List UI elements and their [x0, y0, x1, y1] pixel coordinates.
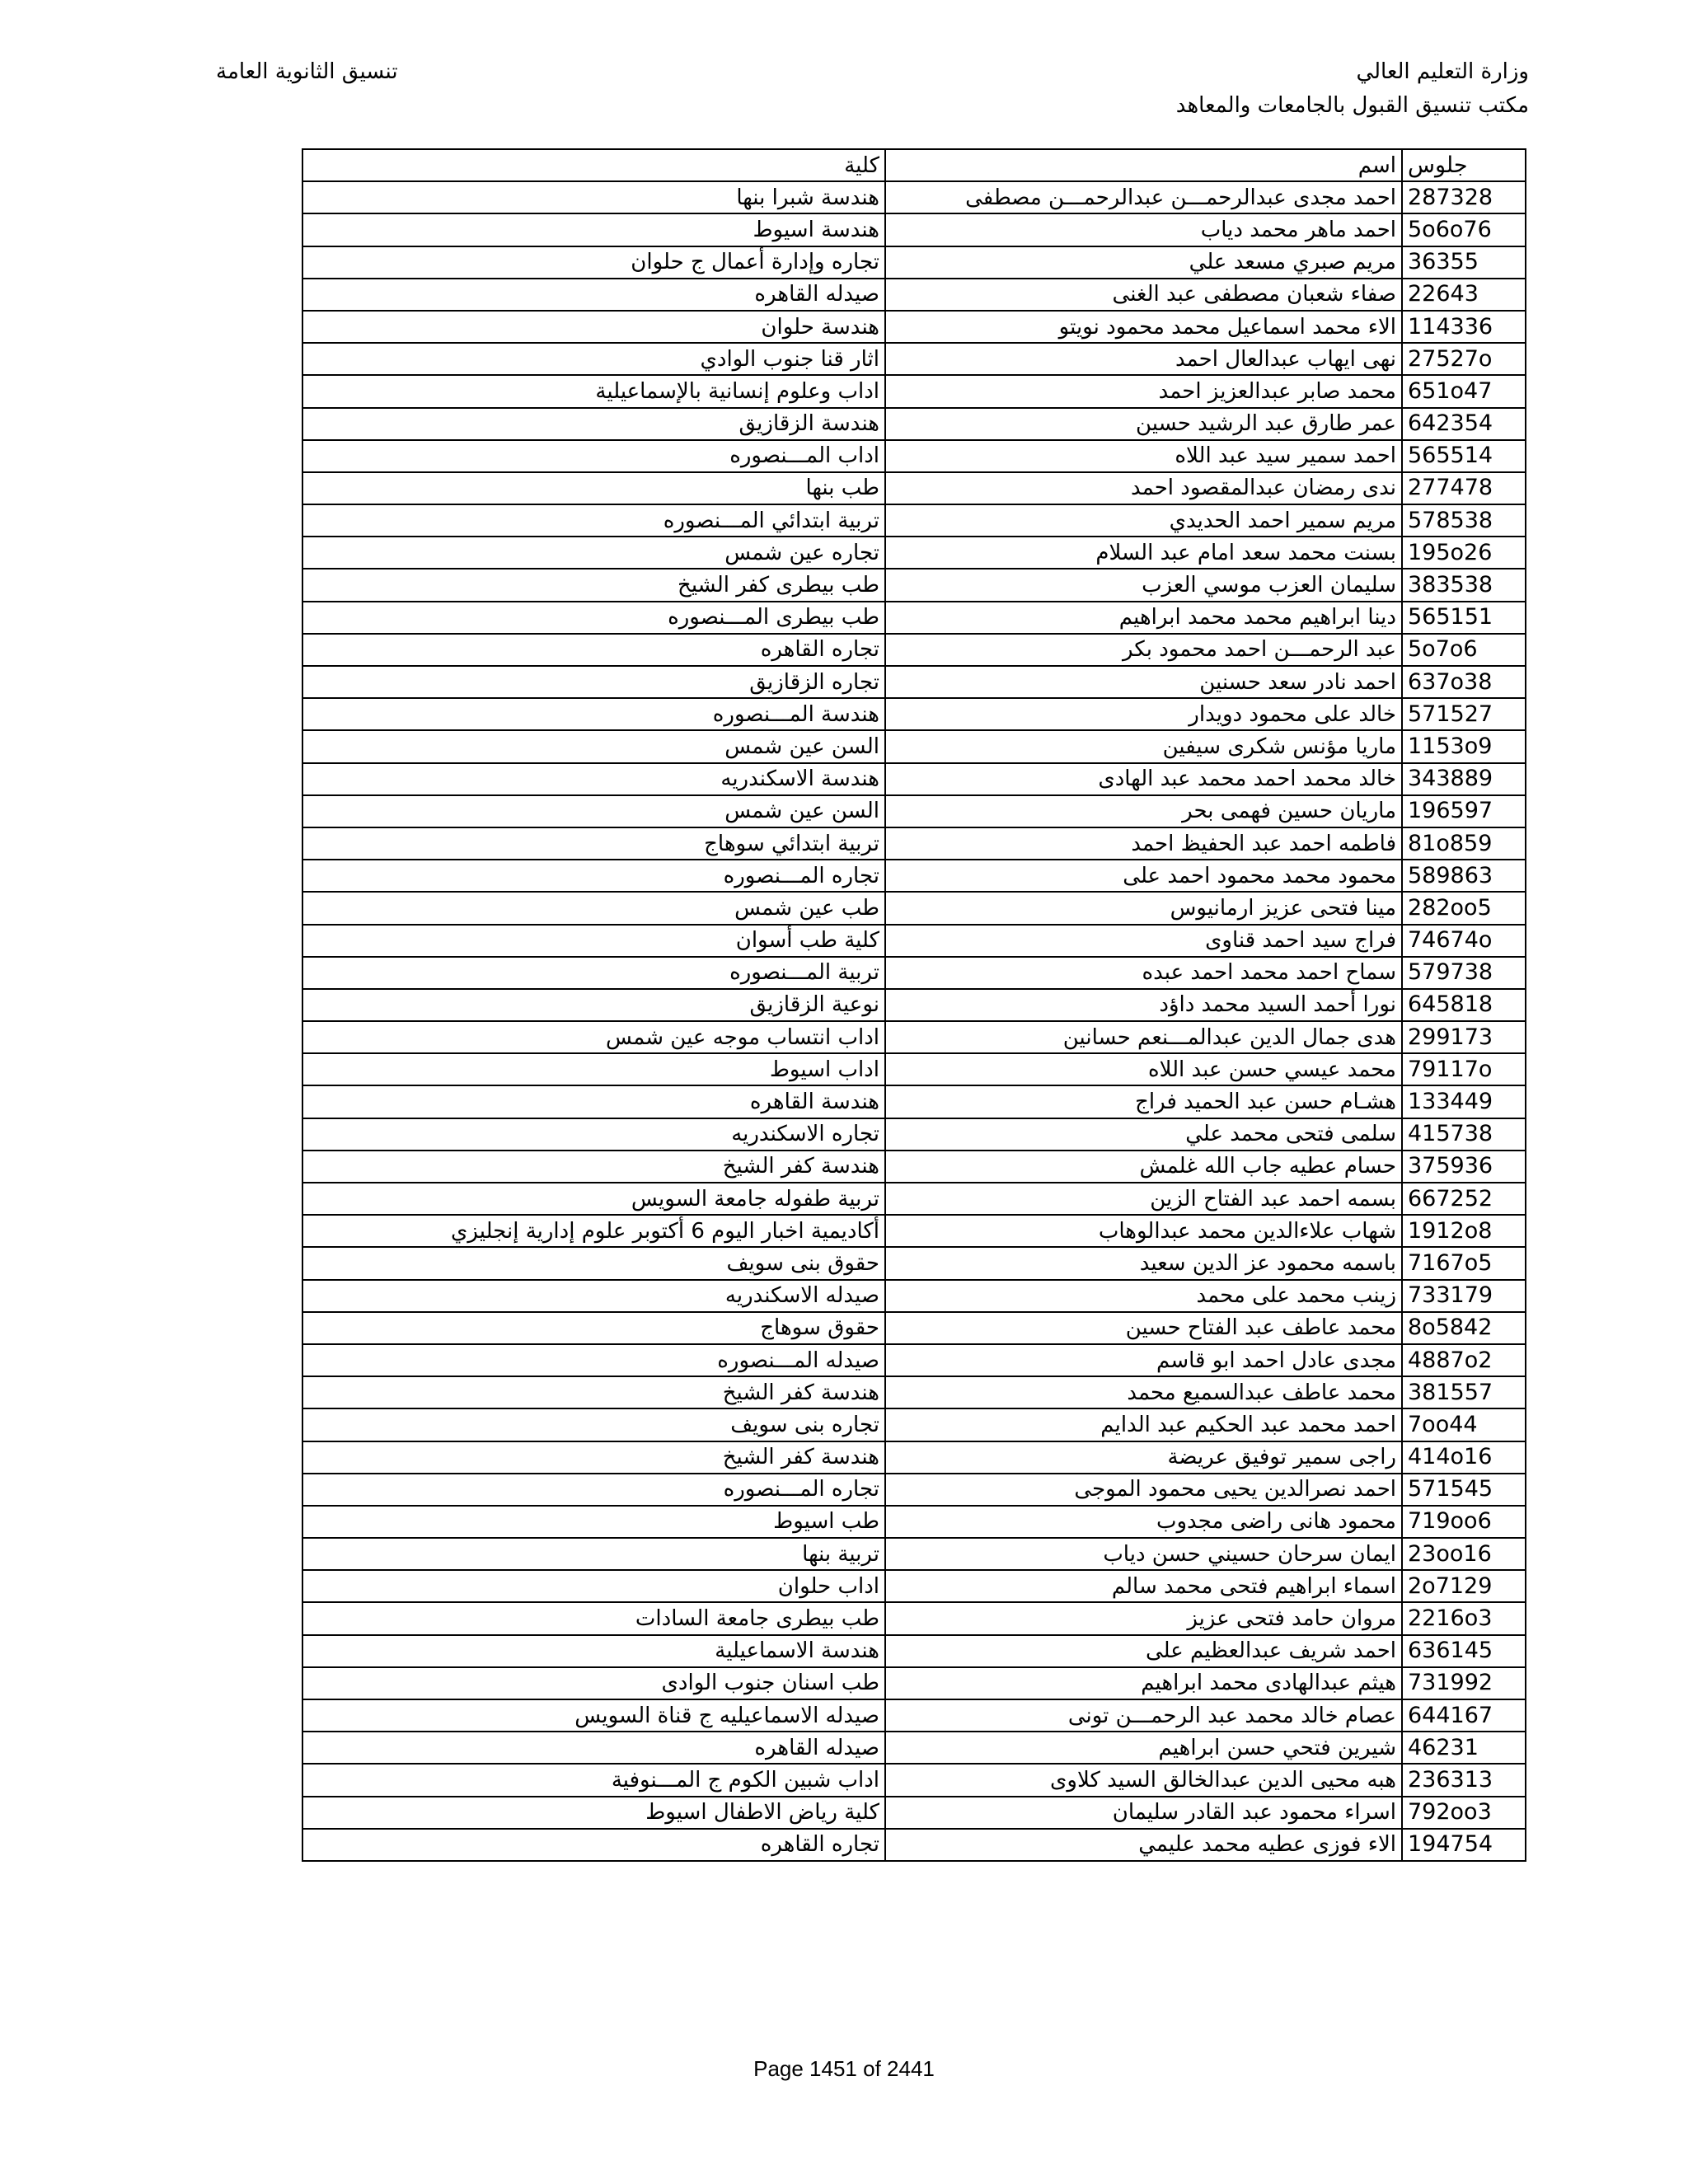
college-cell: تجاره الزقازيق: [302, 666, 885, 698]
table-row: [302, 1441, 1526, 1474]
college-cell: طب اسنان جنوب الوادى: [302, 1667, 885, 1699]
student-name-cell: باسمه محمود عز الدين سعيد: [885, 1247, 1402, 1279]
seat-number-cell: 81o859: [1402, 827, 1526, 860]
college-cell: هندسة كفر الشيخ: [302, 1441, 885, 1474]
admissions-table: [302, 148, 1526, 1862]
student-name-cell: محمد عاطف عبدالسميع محمد: [885, 1376, 1402, 1408]
seat-number-cell: 36355: [1402, 246, 1526, 279]
student-name-cell: الاء فوزى عطيه محمد عليمي: [885, 1829, 1402, 1861]
table-row: [302, 666, 1526, 698]
seat-number-cell: 381557: [1402, 1376, 1526, 1408]
seat-number-cell: 114336: [1402, 311, 1526, 343]
seat-number-cell: 7167o5: [1402, 1247, 1526, 1279]
seat-number-cell: 46231: [1402, 1732, 1526, 1764]
student-name-cell: بسنت محمد سعد امام عبد السلام: [885, 537, 1402, 569]
student-name-cell: حسام عطيه جاب الله غلمش: [885, 1151, 1402, 1183]
seat-number-cell: 299173: [1402, 1021, 1526, 1053]
college-cell: حقوق بنى سويف: [302, 1247, 885, 1279]
college-cell: تربية ابتدائي سوهاج: [302, 827, 885, 860]
college-cell: طب عين شمس: [302, 892, 885, 924]
student-name-cell: عمر طارق عبد الرشيد حسين: [885, 408, 1402, 440]
table-row: [302, 925, 1526, 957]
student-name-cell: ماريان حسين فهمى بحر: [885, 795, 1402, 827]
seat-number-cell: 642354: [1402, 408, 1526, 440]
table-row: [302, 1764, 1526, 1796]
table-row: [302, 1021, 1526, 1053]
student-name-cell: سليمان العزب موسي العزب: [885, 569, 1402, 601]
seat-number-cell: 571545: [1402, 1474, 1526, 1506]
college-cell: هندسة الزقازيق: [302, 408, 885, 440]
seat-number-cell: 1912o8: [1402, 1215, 1526, 1247]
student-name-cell: ايمان سرحان حسيني حسن دياب: [885, 1538, 1402, 1570]
college-cell: كلية طب أسوان: [302, 925, 885, 957]
college-cell: صيدله المـــنصوره: [302, 1344, 885, 1376]
seat-number-cell: 4887o2: [1402, 1344, 1526, 1376]
table-row: [302, 860, 1526, 892]
table-row: [302, 1699, 1526, 1732]
seat-number-cell: 644167: [1402, 1699, 1526, 1732]
student-name-cell: اسماء ابراهيم فتحى محمد سالم: [885, 1570, 1402, 1602]
seat-number-cell: 27527o: [1402, 343, 1526, 375]
table-row: [302, 1376, 1526, 1408]
seat-number-cell: 651o47: [1402, 375, 1526, 407]
seat-number-cell: 565151: [1402, 602, 1526, 634]
seat-number-cell: 196597: [1402, 795, 1526, 827]
seat-number-cell: 731992: [1402, 1667, 1526, 1699]
college-cell: طب بنها: [302, 472, 885, 504]
college-cell: تجاره القاهره: [302, 1829, 885, 1861]
student-name-cell: هدى جمال الدين عبدالمـــنعم حسانين: [885, 1021, 1402, 1053]
student-name-cell: هيثم عبدالهادى محمد ابراهيم: [885, 1667, 1402, 1699]
seat-number-cell: 565514: [1402, 440, 1526, 472]
student-name-cell: صفاء شعبان مصطفى عبد الغنى: [885, 279, 1402, 311]
student-name-cell: دينا ابراهيم محمد محمد ابراهيم: [885, 602, 1402, 634]
seat-number-cell: 733179: [1402, 1280, 1526, 1312]
table-row: [302, 1085, 1526, 1118]
table-row: [302, 213, 1526, 246]
student-name-cell: شيرين فتحي حسن ابراهيم: [885, 1732, 1402, 1764]
college-cell: هندسة اسيوط: [302, 213, 885, 246]
college-cell: تجاره بنى سويف: [302, 1408, 885, 1441]
table-row: [302, 1570, 1526, 1602]
college-cell: تربية ابتدائي المـــنصوره: [302, 504, 885, 537]
table-row: [302, 1635, 1526, 1667]
college-cell: نوعية الزقازيق: [302, 989, 885, 1021]
table-row: [302, 1280, 1526, 1312]
college-cell: تربية طفوله جامعة السويس: [302, 1183, 885, 1215]
college-cell: تجاره القاهره: [302, 634, 885, 666]
student-name-cell: مجدى عادل احمد ابو قاسم: [885, 1344, 1402, 1376]
seat-number-cell: 375936: [1402, 1151, 1526, 1183]
college-column-header: كلية: [302, 149, 885, 181]
table-row: [302, 1151, 1526, 1183]
seat-number-cell: 277478: [1402, 472, 1526, 504]
college-cell: صيدله القاهره: [302, 1732, 885, 1764]
table-row: [302, 537, 1526, 569]
student-name-cell: نهى ايهاب عبدالعال احمد: [885, 343, 1402, 375]
college-cell: تجاره الاسكندريه: [302, 1118, 885, 1151]
seat-number-cell: 7oo44: [1402, 1408, 1526, 1441]
student-name-cell: خالد محمد احمد محمد عبد الهادى: [885, 763, 1402, 795]
table-row: [302, 1732, 1526, 1764]
student-name-cell: مينا فتحى عزيز ارمانيوس: [885, 892, 1402, 924]
college-cell: صيدله الاسماعيليه ج قناة السويس: [302, 1699, 885, 1732]
student-name-cell: احمد شريف عبدالعظيم على: [885, 1635, 1402, 1667]
student-name-cell: شهاب علاءالدين محمد عبدالوهاب: [885, 1215, 1402, 1247]
table-row: [302, 602, 1526, 634]
table-row: [302, 1312, 1526, 1344]
table-row: [302, 957, 1526, 989]
college-cell: السن عين شمس: [302, 730, 885, 762]
college-cell: تجاره عين شمس: [302, 537, 885, 569]
table-row: [302, 1215, 1526, 1247]
seat-column-header: جلوس: [1402, 149, 1526, 181]
table-row: [302, 698, 1526, 730]
college-cell: صيدله الاسكندريه: [302, 1280, 885, 1312]
table-row: [302, 569, 1526, 601]
college-cell: اداب انتساب موجه عين شمس: [302, 1021, 885, 1053]
table-body: [302, 181, 1526, 1861]
student-name-cell: محمود هانى راضى مجدوب: [885, 1506, 1402, 1538]
seat-number-cell: 1153o9: [1402, 730, 1526, 762]
college-cell: تجاره المـــنصوره: [302, 1474, 885, 1506]
student-name-cell: احمد مجدى عبدالرحمـــن عبدالرحمـــن مصطفى: [885, 181, 1402, 213]
table-row: [302, 1797, 1526, 1829]
seat-number-cell: 415738: [1402, 1118, 1526, 1151]
student-name-cell: ماريا مؤنس شكرى سيفين: [885, 730, 1402, 762]
table-row: [302, 311, 1526, 343]
table-row: [302, 827, 1526, 860]
student-name-cell: احمد نصرالدين يحيى محمود الموجى: [885, 1474, 1402, 1506]
seat-number-cell: 637o38: [1402, 666, 1526, 698]
student-name-cell: سلمى فتحى محمد علي: [885, 1118, 1402, 1151]
student-name-cell: نورا أحمد السيد محمد داؤد: [885, 989, 1402, 1021]
college-cell: حقوق سوهاج: [302, 1312, 885, 1344]
college-cell: كلية رياض الاطفال اسيوط: [302, 1797, 885, 1829]
table-row: [302, 892, 1526, 924]
seat-number-cell: 282oo5: [1402, 892, 1526, 924]
student-name-cell: زينب محمد على محمد: [885, 1280, 1402, 1312]
student-name-cell: الاء محمد اسماعيل محمد محمود نويتو: [885, 311, 1402, 343]
seat-number-cell: 636145: [1402, 1635, 1526, 1667]
table-row: [302, 1474, 1526, 1506]
college-cell: أكاديمية اخبار اليوم 6 أكتوبر علوم إدارية إنجليزي: [302, 1215, 885, 1247]
student-name-cell: فراج سيد احمد قناوى: [885, 925, 1402, 957]
page-number: Page 1451 of 2441: [753, 2056, 935, 2081]
student-name-cell: مريم سمير احمد الحديدي: [885, 504, 1402, 537]
seat-number-cell: 579738: [1402, 957, 1526, 989]
student-name-cell: احمد ماهر محمد دياب: [885, 213, 1402, 246]
college-cell: هندسة شبرا بنها: [302, 181, 885, 213]
table-row: [302, 1053, 1526, 1085]
student-name-cell: بسمه احمد عبد الفتاح الزين: [885, 1183, 1402, 1215]
seat-number-cell: 2o7129: [1402, 1570, 1526, 1602]
student-name-cell: عبد الرحمـــن احمد محمود بكر: [885, 634, 1402, 666]
seat-number-cell: 74674o: [1402, 925, 1526, 957]
seat-number-cell: 383538: [1402, 569, 1526, 601]
table-row: [302, 1506, 1526, 1538]
seat-number-cell: 414o16: [1402, 1441, 1526, 1474]
college-cell: طب بيطرى جامعة السادات: [302, 1602, 885, 1634]
student-name-cell: سماح احمد محمد احمد عبده: [885, 957, 1402, 989]
seat-number-cell: 343889: [1402, 763, 1526, 795]
table-row: [302, 795, 1526, 827]
table-row: [302, 440, 1526, 472]
student-name-cell: فاطمه احمد عبد الحفيظ احمد: [885, 827, 1402, 860]
college-cell: هندسة كفر الشيخ: [302, 1151, 885, 1183]
student-name-cell: خالد على محمود دويدار: [885, 698, 1402, 730]
seat-number-cell: 645818: [1402, 989, 1526, 1021]
table-row: [302, 1247, 1526, 1279]
college-cell: طب بيطرى كفر الشيخ: [302, 569, 885, 601]
student-name-cell: محمد صابر عبدالعزيز احمد: [885, 375, 1402, 407]
table-row: [302, 1344, 1526, 1376]
table-row: [302, 634, 1526, 666]
ministry-title: وزارة التعليم العالي: [1356, 59, 1529, 84]
seat-number-cell: 287328: [1402, 181, 1526, 213]
student-name-cell: اسراء محمود عبد القادر سليمان: [885, 1797, 1402, 1829]
college-cell: تربية المـــنصوره: [302, 957, 885, 989]
college-cell: السن عين شمس: [302, 795, 885, 827]
seat-number-cell: 589863: [1402, 860, 1526, 892]
seat-number-cell: 792oo3: [1402, 1797, 1526, 1829]
table-row: [302, 763, 1526, 795]
college-cell: هندسة المـــنصوره: [302, 698, 885, 730]
table-row: [302, 375, 1526, 407]
college-cell: اثار قنا جنوب الوادي: [302, 343, 885, 375]
college-cell: اداب وعلوم إنسانية بالإسماعيلية: [302, 375, 885, 407]
college-cell: تربية بنها: [302, 1538, 885, 1570]
seat-number-cell: 194754: [1402, 1829, 1526, 1861]
student-name-cell: احمد نادر سعد حسنين: [885, 666, 1402, 698]
table-row: [302, 246, 1526, 279]
college-cell: طب بيطرى المـــنصوره: [302, 602, 885, 634]
table-row: [302, 730, 1526, 762]
student-name-cell: مريم صبري مسعد علي: [885, 246, 1402, 279]
table-row: [302, 1602, 1526, 1634]
student-name-cell: راجى سمير توفيق عريضة: [885, 1441, 1402, 1474]
college-cell: هندسة القاهره: [302, 1085, 885, 1118]
program-title: تنسيق الثانوية العامة: [216, 59, 398, 84]
seat-number-cell: 8o5842: [1402, 1312, 1526, 1344]
table-row: [302, 1183, 1526, 1215]
seat-number-cell: 719oo6: [1402, 1506, 1526, 1538]
table-header-row: [302, 149, 1526, 181]
college-cell: هندسة الاسماعيلية: [302, 1635, 885, 1667]
seat-number-cell: 578538: [1402, 504, 1526, 537]
table-row: [302, 343, 1526, 375]
seat-number-cell: 236313: [1402, 1764, 1526, 1796]
student-name-cell: هشـام حسن عبد الحميد فراج: [885, 1085, 1402, 1118]
student-name-cell: عصام خالد محمد عبد الرحمـــن تونى: [885, 1699, 1402, 1732]
name-column-header: اسم: [885, 149, 1402, 181]
table-row: [302, 989, 1526, 1021]
student-name-cell: ندى رمضان عبدالمقصود احمد: [885, 472, 1402, 504]
college-cell: اداب اسيوط: [302, 1053, 885, 1085]
table-row: [302, 1118, 1526, 1151]
table-row: [302, 279, 1526, 311]
student-name-cell: مروان حامد فتحى عزيز: [885, 1602, 1402, 1634]
table-row: [302, 504, 1526, 537]
seat-number-cell: 195o26: [1402, 537, 1526, 569]
seat-number-cell: 2216o3: [1402, 1602, 1526, 1634]
seat-number-cell: 5o6o76: [1402, 213, 1526, 246]
seat-number-cell: 22643: [1402, 279, 1526, 311]
seat-number-cell: 667252: [1402, 1183, 1526, 1215]
student-name-cell: هبه محيى الدين عبدالخالق السيد كلاوى: [885, 1764, 1402, 1796]
student-name-cell: احمد محمد عبد الحكيم عبد الدايم: [885, 1408, 1402, 1441]
table-row: [302, 1667, 1526, 1699]
college-cell: طب اسيوط: [302, 1506, 885, 1538]
seat-number-cell: 5o7o6: [1402, 634, 1526, 666]
table-row: [302, 181, 1526, 213]
college-cell: اداب المـــنصوره: [302, 440, 885, 472]
college-cell: هندسة الاسكندريه: [302, 763, 885, 795]
college-cell: تجاره المـــنصوره: [302, 860, 885, 892]
table-row: [302, 1538, 1526, 1570]
student-name-cell: محمود محمد محمود احمد على: [885, 860, 1402, 892]
college-cell: اداب شبين الكوم ج المـــنوفية: [302, 1764, 885, 1796]
college-cell: تجاره وإدارة أعمال ج حلوان: [302, 246, 885, 279]
office-title: مكتب تنسيق القبول بالجامعات والمعاهد: [1175, 93, 1529, 118]
table-row: [302, 1829, 1526, 1861]
seat-number-cell: 133449: [1402, 1085, 1526, 1118]
seat-number-cell: 23oo16: [1402, 1538, 1526, 1570]
table-row: [302, 408, 1526, 440]
seat-number-cell: 79117o: [1402, 1053, 1526, 1085]
table-row: [302, 472, 1526, 504]
student-name-cell: احمد سمير سيد عبد اللاه: [885, 440, 1402, 472]
seat-number-cell: 571527: [1402, 698, 1526, 730]
college-cell: هندسة حلوان: [302, 311, 885, 343]
student-name-cell: محمد عيسي حسن عبد اللاه: [885, 1053, 1402, 1085]
college-cell: هندسة كفر الشيخ: [302, 1376, 885, 1408]
college-cell: صيدله القاهره: [302, 279, 885, 311]
college-cell: اداب حلوان: [302, 1570, 885, 1602]
table-row: [302, 1408, 1526, 1441]
student-name-cell: محمد عاطف عبد الفتاح حسين: [885, 1312, 1402, 1344]
